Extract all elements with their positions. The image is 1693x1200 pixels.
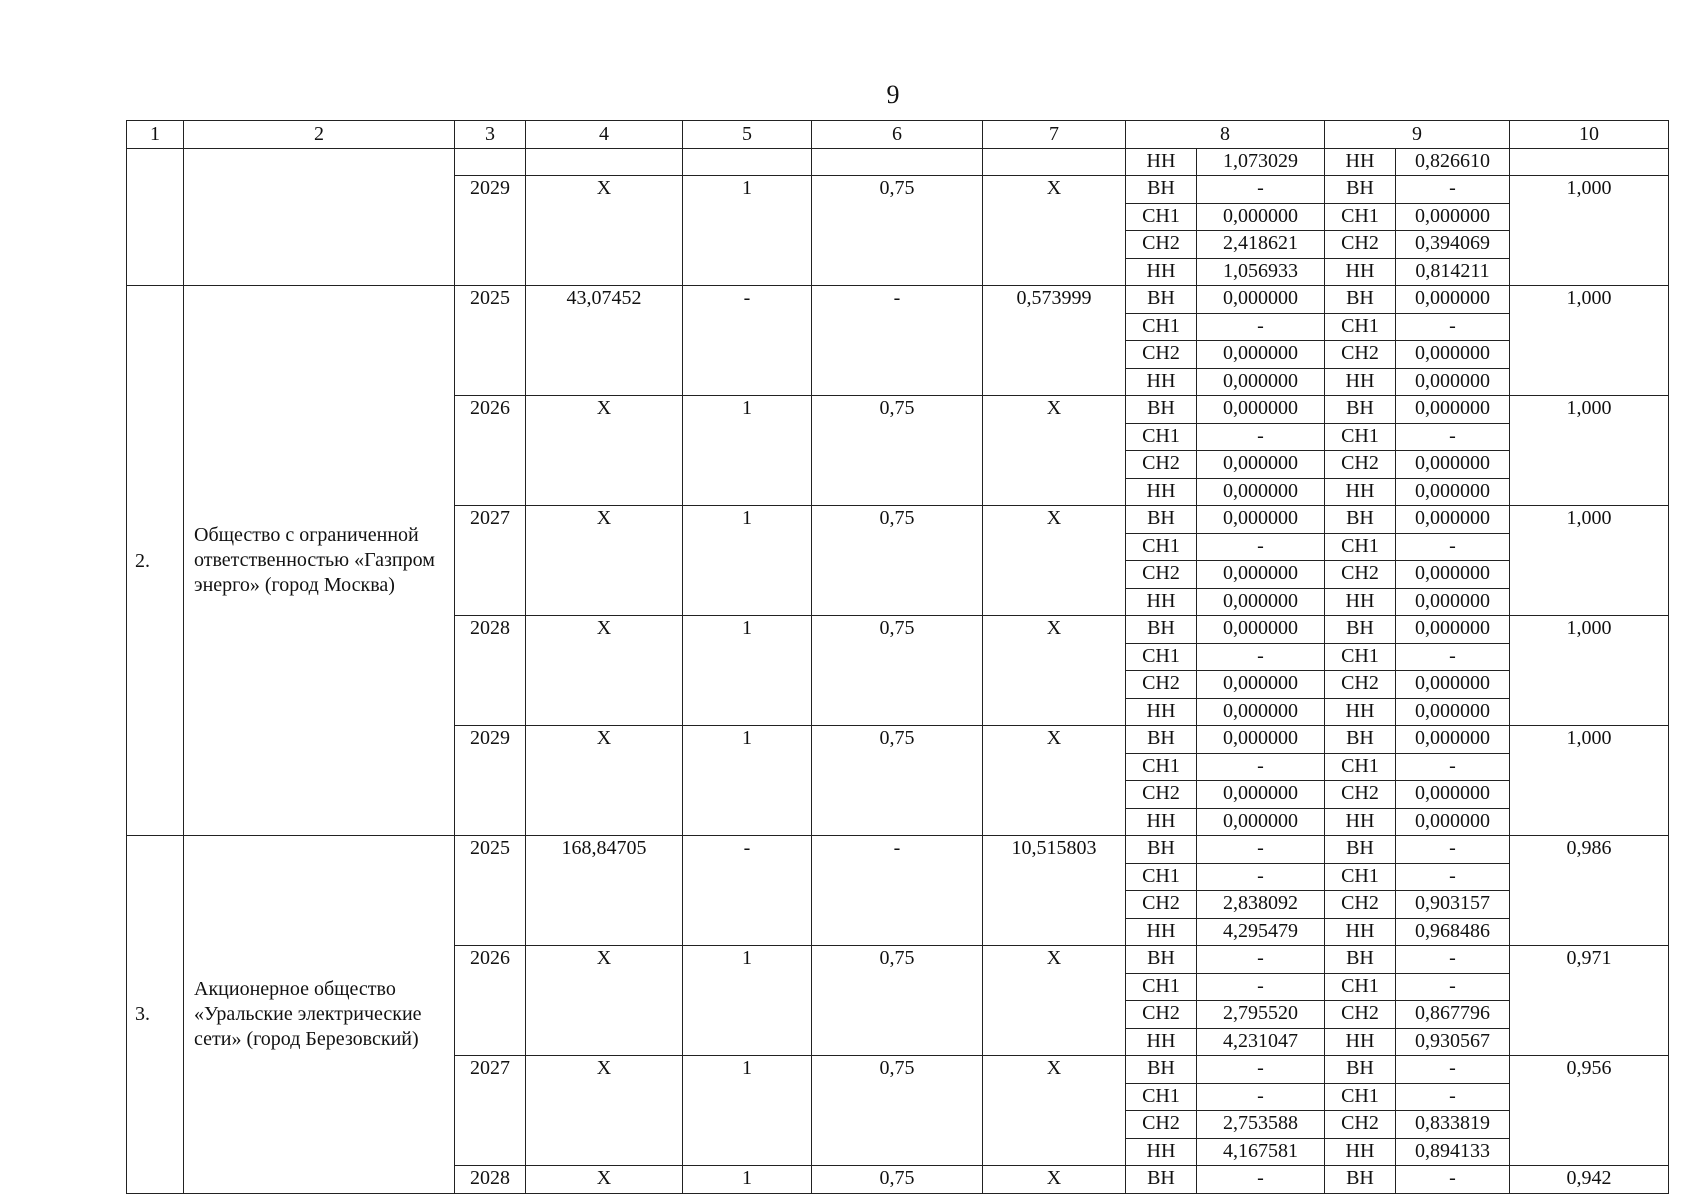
col9-value-cell: 0,000000 — [1396, 808, 1510, 836]
voltage-level-label: СН1 — [1126, 973, 1197, 1001]
voltage-level-label: СН2 — [1325, 781, 1396, 809]
year-cell: 2029 — [455, 726, 526, 836]
col8-value-cell: 0,000000 — [1197, 616, 1325, 644]
col9-value-cell: - — [1396, 423, 1510, 451]
voltage-level-label: СН1 — [1126, 423, 1197, 451]
col8-value-cell: 1,056933 — [1197, 258, 1325, 286]
voltage-level-label: СН1 — [1325, 1083, 1396, 1111]
col8-value-cell: - — [1197, 423, 1325, 451]
voltage-level-label: НН — [1325, 258, 1396, 286]
row-number-cell: 2. — [127, 286, 184, 836]
col8-value-cell: - — [1197, 753, 1325, 781]
col4-cell: Х — [526, 616, 683, 726]
col8-value-cell: - — [1197, 946, 1325, 974]
col10-cell: 0,942 — [1510, 1166, 1669, 1194]
col5-cell: 1 — [683, 946, 812, 1056]
col8-value-cell: 0,000000 — [1197, 671, 1325, 699]
header-row — [127, 121, 1669, 149]
voltage-level-label: СН2 — [1325, 1001, 1396, 1029]
col8-value-cell: 0,000000 — [1197, 561, 1325, 589]
col9-value-cell: 0,000000 — [1396, 451, 1510, 479]
voltage-level-label: СН1 — [1325, 423, 1396, 451]
col8-value-cell: - — [1197, 313, 1325, 341]
year-cell: 2025 — [455, 286, 526, 396]
voltage-level-label: ВН — [1126, 286, 1197, 314]
col7-cell: Х — [983, 616, 1126, 726]
col9-value-cell: 0,000000 — [1396, 726, 1510, 754]
col10-cell: 1,000 — [1510, 616, 1669, 726]
col4-cell — [526, 148, 683, 176]
col8-value-cell: 0,000000 — [1197, 203, 1325, 231]
col8-value-cell: 2,795520 — [1197, 1001, 1325, 1029]
col9-value-cell: 0,000000 — [1396, 616, 1510, 644]
col8-value-cell: 2,838092 — [1197, 891, 1325, 919]
col8-value-cell: 0,000000 — [1197, 286, 1325, 314]
voltage-level-label: СН2 — [1126, 451, 1197, 479]
col5-cell: 1 — [683, 1056, 812, 1166]
col7-cell: 10,515803 — [983, 836, 1126, 946]
header-cell: 4 — [526, 121, 683, 149]
col9-value-cell: - — [1396, 863, 1510, 891]
col9-value-cell: 0,000000 — [1396, 286, 1510, 314]
header-cell: 9 — [1325, 121, 1510, 149]
voltage-level-label: СН1 — [1325, 643, 1396, 671]
voltage-level-label: СН2 — [1126, 341, 1197, 369]
col8-value-cell: 0,000000 — [1197, 451, 1325, 479]
voltage-level-label: СН2 — [1325, 1111, 1396, 1139]
voltage-level-label: СН1 — [1325, 863, 1396, 891]
col8-value-cell: 4,167581 — [1197, 1138, 1325, 1166]
col9-value-cell: - — [1396, 533, 1510, 561]
col8-value-cell: - — [1197, 1166, 1325, 1194]
col4-cell: Х — [526, 726, 683, 836]
col6-cell: 0,75 — [812, 1166, 983, 1194]
col10-cell — [1510, 148, 1669, 176]
col6-cell — [812, 148, 983, 176]
organization-name-cell: Общество с ограниченной ответственностью «Газпром энерго» (город Москва) — [184, 286, 455, 836]
col10-cell: 1,000 — [1510, 396, 1669, 506]
col6-cell: 0,75 — [812, 1056, 983, 1166]
col8-value-cell: 4,295479 — [1197, 918, 1325, 946]
col9-value-cell: 0,867796 — [1396, 1001, 1510, 1029]
col4-cell: Х — [526, 1056, 683, 1166]
col8-value-cell: - — [1197, 1056, 1325, 1084]
voltage-level-label: СН2 — [1126, 671, 1197, 699]
year-cell: 2026 — [455, 946, 526, 1056]
voltage-level-label: ВН — [1325, 836, 1396, 864]
voltage-level-label: ВН — [1126, 1056, 1197, 1084]
voltage-level-label: СН2 — [1325, 451, 1396, 479]
voltage-level-label: СН1 — [1126, 203, 1197, 231]
table-body — [127, 148, 1669, 1193]
voltage-level-label: СН1 — [1126, 1083, 1197, 1111]
col9-value-cell: 0,826610 — [1396, 148, 1510, 176]
voltage-level-label: СН1 — [1325, 533, 1396, 561]
col10-cell: 0,971 — [1510, 946, 1669, 1056]
col5-cell: 1 — [683, 506, 812, 616]
col5-cell: - — [683, 836, 812, 946]
col9-value-cell: 0,814211 — [1396, 258, 1510, 286]
col9-value-cell: - — [1396, 1083, 1510, 1111]
col8-value-cell: - — [1197, 176, 1325, 204]
col10-cell: 1,000 — [1510, 176, 1669, 286]
year-cell — [455, 148, 526, 176]
voltage-level-label: СН2 — [1126, 891, 1197, 919]
col7-cell: Х — [983, 1056, 1126, 1166]
col9-value-cell: 0,000000 — [1396, 671, 1510, 699]
voltage-level-label: СН2 — [1325, 561, 1396, 589]
header-cell: 5 — [683, 121, 812, 149]
col4-cell: Х — [526, 396, 683, 506]
voltage-level-label: НН — [1325, 588, 1396, 616]
header-cell: 1 — [127, 121, 184, 149]
header-cell: 2 — [184, 121, 455, 149]
col7-cell — [983, 148, 1126, 176]
col9-value-cell: 0,903157 — [1396, 891, 1510, 919]
voltage-level-label: СН2 — [1126, 1001, 1197, 1029]
col9-value-cell: - — [1396, 836, 1510, 864]
voltage-level-label: СН1 — [1126, 753, 1197, 781]
voltage-level-label: НН — [1126, 148, 1197, 176]
col7-cell: Х — [983, 946, 1126, 1056]
col9-value-cell: 0,930567 — [1396, 1028, 1510, 1056]
col9-value-cell: 0,000000 — [1396, 698, 1510, 726]
voltage-level-label: ВН — [1126, 726, 1197, 754]
col6-cell: 0,75 — [812, 396, 983, 506]
voltage-level-label: СН2 — [1126, 231, 1197, 259]
year-cell: 2028 — [455, 616, 526, 726]
col9-value-cell: - — [1396, 643, 1510, 671]
header-cell: 6 — [812, 121, 983, 149]
col5-cell: - — [683, 286, 812, 396]
voltage-level-label: НН — [1325, 918, 1396, 946]
col10-cell: 1,000 — [1510, 506, 1669, 616]
voltage-level-label: НН — [1325, 148, 1396, 176]
voltage-level-label: НН — [1126, 368, 1197, 396]
voltage-level-label: НН — [1126, 1028, 1197, 1056]
voltage-level-label: НН — [1325, 698, 1396, 726]
col6-cell: - — [812, 836, 983, 946]
col5-cell — [683, 148, 812, 176]
voltage-level-label: СН2 — [1325, 231, 1396, 259]
voltage-level-label: НН — [1325, 808, 1396, 836]
organization-name-cell — [184, 148, 455, 286]
voltage-level-label: ВН — [1126, 1166, 1197, 1194]
col5-cell: 1 — [683, 616, 812, 726]
voltage-level-label: НН — [1325, 368, 1396, 396]
voltage-level-label: СН1 — [1126, 533, 1197, 561]
col5-cell: 1 — [683, 726, 812, 836]
col10-cell: 0,956 — [1510, 1056, 1669, 1166]
voltage-level-label: НН — [1126, 918, 1197, 946]
col9-value-cell: 0,000000 — [1396, 368, 1510, 396]
voltage-level-label: ВН — [1126, 176, 1197, 204]
col8-value-cell: 0,000000 — [1197, 341, 1325, 369]
voltage-level-label: СН1 — [1325, 313, 1396, 341]
col9-value-cell: - — [1396, 973, 1510, 1001]
col7-cell: Х — [983, 506, 1126, 616]
col9-value-cell: 0,000000 — [1396, 506, 1510, 534]
col7-cell: Х — [983, 726, 1126, 836]
voltage-level-label: СН1 — [1126, 643, 1197, 671]
page-number: 9 — [886, 80, 900, 109]
col8-value-cell: 0,000000 — [1197, 698, 1325, 726]
voltage-level-label: НН — [1325, 478, 1396, 506]
col8-value-cell: 0,000000 — [1197, 726, 1325, 754]
col8-value-cell: - — [1197, 863, 1325, 891]
col5-cell: 1 — [683, 176, 812, 286]
col8-value-cell: 4,231047 — [1197, 1028, 1325, 1056]
row-number-cell — [127, 148, 184, 286]
voltage-level-label: ВН — [1325, 1166, 1396, 1194]
col6-cell: 0,75 — [812, 506, 983, 616]
voltage-level-label: СН1 — [1325, 973, 1396, 1001]
col9-value-cell: - — [1396, 946, 1510, 974]
col5-cell: 1 — [683, 396, 812, 506]
col9-value-cell: 0,000000 — [1396, 478, 1510, 506]
voltage-level-label: СН2 — [1325, 891, 1396, 919]
tariff-table — [126, 120, 1669, 1194]
col8-value-cell: - — [1197, 836, 1325, 864]
col7-cell: 0,573999 — [983, 286, 1126, 396]
col9-value-cell: 0,000000 — [1396, 203, 1510, 231]
col9-value-cell: - — [1396, 1056, 1510, 1084]
header-cell: 7 — [983, 121, 1126, 149]
col6-cell: 0,75 — [812, 726, 983, 836]
col8-value-cell: 2,418621 — [1197, 231, 1325, 259]
col5-cell: 1 — [683, 1166, 812, 1194]
voltage-level-label: ВН — [1325, 176, 1396, 204]
col8-value-cell: - — [1197, 1083, 1325, 1111]
voltage-level-label: СН1 — [1325, 753, 1396, 781]
voltage-level-label: ВН — [1126, 396, 1197, 424]
col4-cell: 43,07452 — [526, 286, 683, 396]
voltage-level-label: ВН — [1325, 286, 1396, 314]
table-row — [127, 286, 1669, 314]
voltage-level-label: СН1 — [1126, 863, 1197, 891]
col6-cell: 0,75 — [812, 616, 983, 726]
voltage-level-label: НН — [1325, 1138, 1396, 1166]
year-cell: 2027 — [455, 506, 526, 616]
voltage-level-label: ВН — [1126, 836, 1197, 864]
col7-cell: Х — [983, 176, 1126, 286]
voltage-level-label: СН2 — [1126, 781, 1197, 809]
table-row — [127, 148, 1669, 176]
voltage-level-label: СН2 — [1325, 671, 1396, 699]
col9-value-cell: - — [1396, 313, 1510, 341]
voltage-level-label: ВН — [1126, 506, 1197, 534]
col9-value-cell: - — [1396, 1166, 1510, 1194]
col4-cell: Х — [526, 946, 683, 1056]
col4-cell: 168,84705 — [526, 836, 683, 946]
col4-cell: Х — [526, 506, 683, 616]
voltage-level-label: СН1 — [1325, 203, 1396, 231]
col7-cell: Х — [983, 1166, 1126, 1194]
col6-cell: 0,75 — [812, 176, 983, 286]
year-cell: 2029 — [455, 176, 526, 286]
table-row — [127, 836, 1669, 864]
col4-cell: Х — [526, 1166, 683, 1194]
col6-cell: - — [812, 286, 983, 396]
col9-value-cell: 0,000000 — [1396, 561, 1510, 589]
voltage-level-label: ВН — [1325, 396, 1396, 424]
voltage-level-label: СН2 — [1325, 341, 1396, 369]
header-cell: 3 — [455, 121, 526, 149]
voltage-level-label: СН2 — [1126, 1111, 1197, 1139]
col8-value-cell: 0,000000 — [1197, 588, 1325, 616]
col6-cell: 0,75 — [812, 946, 983, 1056]
col9-value-cell: 0,000000 — [1396, 396, 1510, 424]
voltage-level-label: НН — [1126, 698, 1197, 726]
col8-value-cell: 0,000000 — [1197, 396, 1325, 424]
col9-value-cell: 0,000000 — [1396, 588, 1510, 616]
header-cell: 10 — [1510, 121, 1669, 149]
voltage-level-label: НН — [1126, 258, 1197, 286]
organization-name-cell: Акционерное общество «Уральские электрические сети» (город Березовский) — [184, 836, 455, 1194]
col9-value-cell: - — [1396, 176, 1510, 204]
col8-value-cell: 0,000000 — [1197, 368, 1325, 396]
col4-cell: Х — [526, 176, 683, 286]
voltage-level-label: НН — [1126, 1138, 1197, 1166]
col9-value-cell: 0,000000 — [1396, 341, 1510, 369]
voltage-level-label: ВН — [1325, 1056, 1396, 1084]
row-number-cell: 3. — [127, 836, 184, 1194]
col8-value-cell: 0,000000 — [1197, 808, 1325, 836]
col8-value-cell: 0,000000 — [1197, 478, 1325, 506]
voltage-level-label: ВН — [1126, 616, 1197, 644]
col9-value-cell: 0,000000 — [1396, 781, 1510, 809]
col10-cell: 1,000 — [1510, 286, 1669, 396]
col7-cell: Х — [983, 396, 1126, 506]
year-cell: 2026 — [455, 396, 526, 506]
col9-value-cell: 0,833819 — [1396, 1111, 1510, 1139]
col9-value-cell: - — [1396, 753, 1510, 781]
col8-value-cell: 0,000000 — [1197, 781, 1325, 809]
voltage-level-label: НН — [1126, 588, 1197, 616]
voltage-level-label: НН — [1126, 478, 1197, 506]
voltage-level-label: НН — [1126, 808, 1197, 836]
voltage-level-label: ВН — [1126, 946, 1197, 974]
col10-cell: 1,000 — [1510, 726, 1669, 836]
header-cell: 8 — [1126, 121, 1325, 149]
col8-value-cell: 2,753588 — [1197, 1111, 1325, 1139]
voltage-level-label: НН — [1325, 1028, 1396, 1056]
voltage-level-label: СН1 — [1126, 313, 1197, 341]
voltage-level-label: ВН — [1325, 506, 1396, 534]
year-cell: 2027 — [455, 1056, 526, 1166]
year-cell: 2028 — [455, 1166, 526, 1194]
col9-value-cell: 0,894133 — [1396, 1138, 1510, 1166]
col8-value-cell: 0,000000 — [1197, 506, 1325, 534]
col8-value-cell: - — [1197, 533, 1325, 561]
voltage-level-label: ВН — [1325, 616, 1396, 644]
voltage-level-label: ВН — [1325, 946, 1396, 974]
col9-value-cell: 0,394069 — [1396, 231, 1510, 259]
col10-cell: 0,986 — [1510, 836, 1669, 946]
col8-value-cell: - — [1197, 643, 1325, 671]
voltage-level-label: ВН — [1325, 726, 1396, 754]
year-cell: 2025 — [455, 836, 526, 946]
voltage-level-label: СН2 — [1126, 561, 1197, 589]
col8-value-cell: - — [1197, 973, 1325, 1001]
col8-value-cell: 1,073029 — [1197, 148, 1325, 176]
col9-value-cell: 0,968486 — [1396, 918, 1510, 946]
